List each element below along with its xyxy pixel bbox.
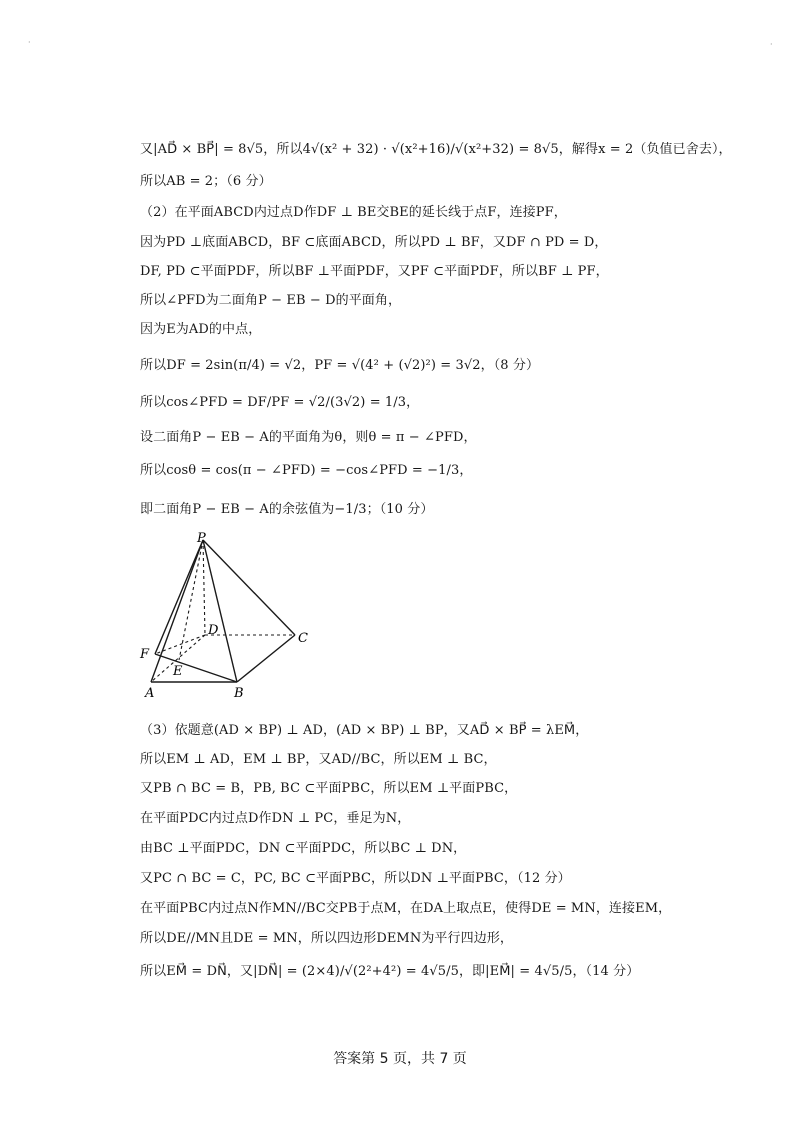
- text-line-17: 由BC ⊥平面PDC，DN ⊂平面PDC，所以BC ⊥ DN，: [140, 841, 467, 856]
- scan-speck-right: ·: [770, 40, 773, 49]
- label-A: A: [145, 686, 155, 701]
- text-line-2: 所以AB = 2；（6 分）: [140, 174, 272, 189]
- text-line-10: 设二面角P − EB − A的平面角为θ，则θ = π − ∠PFD，: [140, 430, 477, 445]
- text-line-20: 所以DE//MN且DE = MN，所以四边形DEMN为平行四边形，: [140, 931, 514, 946]
- edge-BC: [237, 635, 295, 682]
- text-line-16: 在平面PDC内过点D作DN ⊥ PC，垂足为N，: [140, 811, 411, 826]
- label-E: E: [173, 664, 183, 679]
- text-line-6: 所以∠PFD为二面角P − EB − D的平面角，: [140, 293, 402, 308]
- text-line-21: 所以EM⃗ = DN⃗，又|DN⃗| = (2×4)/√(2²+4²) = 4√5/5，即|EM⃗| = 4√5/5，（14 分）: [140, 964, 640, 979]
- label-P: P: [197, 531, 206, 546]
- scan-speck-left: ·: [28, 38, 31, 47]
- text-line-12: 即二面角P − EB − A的余弦值为−1/3；（10 分）: [140, 502, 434, 517]
- edge-PA: [151, 540, 203, 682]
- edge-PC: [203, 540, 295, 635]
- text-line-19: 在平面PBC内过点N作MN//BC交PB于点M，在DA上取点E，使得DE = MN，连接EM，: [140, 901, 672, 916]
- edge-PB: [203, 540, 237, 682]
- text-line-4: 因为PD ⊥底面ABCD，BF ⊂底面ABCD，所以PD ⊥ BF，又DF ∩ PD = D，: [140, 235, 608, 250]
- label-F: F: [140, 647, 150, 662]
- edge-PF: [155, 540, 203, 654]
- label-C: C: [298, 631, 308, 646]
- text-line-1: 又|AD⃗ × BP⃗| = 8√5，所以4√(x² + 32) · √(x²+16)/√(x²+32) = 8√5，解得x = 2（负值已舍去），: [140, 142, 732, 157]
- text-line-15: 又PB ∩ BC = B，PB, BC ⊂平面PBC，所以EM ⊥平面PBC，: [140, 781, 518, 796]
- text-line-7: 因为E为AD的中点，: [140, 322, 262, 337]
- edge-PD: [203, 540, 205, 635]
- text-line-5: DF, PD ⊂平面PDF，所以BF ⊥平面PDF，又PF ⊂平面PDF，所以BF ⊥ PF，: [140, 264, 609, 279]
- label-B: B: [234, 686, 244, 701]
- page-footer: 答案第 5 页，共 7 页: [333, 1051, 467, 1067]
- text-line-14: 所以EM ⊥ AD，EM ⊥ BP，又AD//BC，所以EM ⊥ BC，: [140, 752, 497, 767]
- text-line-18: 又PC ∩ BC = C，PC, BC ⊂平面PBC，所以DN ⊥平面PBC，（12 分）: [140, 871, 571, 886]
- label-D: D: [208, 623, 219, 638]
- text-line-9: 所以cos∠PFD = DF/PF = √2/(3√2) = 1/3，: [140, 395, 420, 410]
- text-line-3: （2）在平面ABCD内过点D作DF ⊥ BE交BE的延长线于点F，连接PF，: [140, 205, 567, 220]
- text-line-11: 所以cosθ = cos(π − ∠PFD) = −cos∠PFD = −1/3，: [140, 463, 473, 478]
- pyramid-figure: [135, 530, 315, 705]
- edge-PE: [179, 540, 203, 660]
- text-line-13: （3）依题意(AD × BP) ⊥ AD，(AD × BP) ⊥ BP，又AD⃗ × BP⃗ = λEM⃗，: [140, 723, 589, 738]
- text-line-8: 所以DF = 2sin(π/4) = √2，PF = √(4² + (√2)²) = 3√2，（8 分）: [140, 358, 540, 373]
